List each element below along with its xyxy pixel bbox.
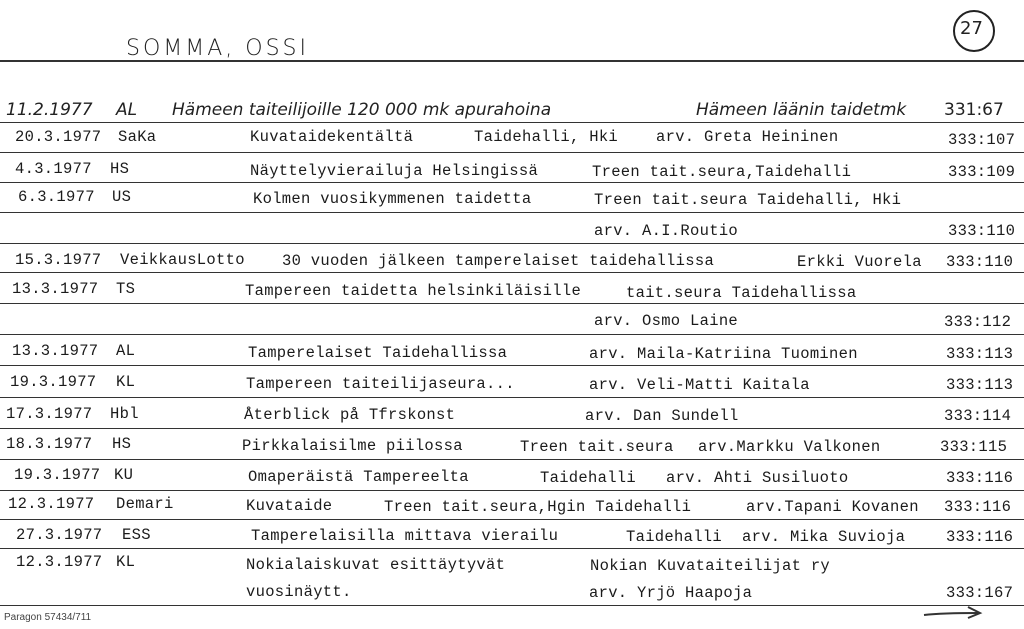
row-title: Kuvataidekentältä: [250, 128, 414, 146]
row-line: [0, 122, 1024, 123]
header-line: [0, 60, 1024, 62]
row-ref: 333:116: [946, 469, 1014, 487]
row-line: [0, 490, 1024, 491]
row-line: [0, 243, 1024, 244]
row-ref: 333:109: [948, 163, 1016, 181]
arrow-right-icon: [922, 603, 986, 623]
row-date: 19.3.1977: [10, 373, 97, 391]
row-ref: 333:116: [944, 498, 1012, 516]
row-title: vuosinäytt.: [246, 583, 352, 601]
row-critic: arv. Dan Sundell: [585, 407, 739, 425]
row-venue: Nokian Kuvataiteilijat ry: [590, 557, 831, 575]
row-critic: arv. Veli-Matti Kaitala: [589, 376, 810, 394]
row-ref: 333:107: [948, 131, 1016, 149]
row-line: [0, 397, 1024, 398]
row-paper: ESS: [122, 526, 151, 544]
card-number: 27: [960, 18, 983, 39]
row-date: 19.3.1977: [14, 466, 101, 484]
row-critic: arv. Yrjö Haapoja: [589, 584, 753, 602]
row-title: Nokialaiskuvat esittäytyvät: [246, 556, 506, 574]
row-date: 27.3.1977: [16, 526, 103, 544]
row-line: [0, 212, 1024, 213]
row-critic: arv. A.I.Routio: [594, 222, 739, 240]
row-title: Tampereen taiteilijaseura...: [246, 375, 515, 393]
row-ref: 333:113: [946, 345, 1014, 363]
row-ref: 333:113: [946, 376, 1014, 394]
row-date: 4.3.1977: [15, 160, 92, 178]
row-title: Kuvataide: [246, 497, 333, 515]
row-line: [0, 605, 1024, 606]
row-venue: tait.seura Taidehallissa: [626, 284, 857, 302]
row-critic: arv. Maila-Katriina Tuominen: [589, 345, 858, 363]
row-date: 20.3.1977: [15, 128, 102, 146]
row-date: 6.3.1977: [18, 188, 95, 206]
row-title: Pirkkalaisilme piilossa: [242, 437, 463, 455]
row-date: 13.3.1977: [12, 280, 99, 298]
row-paper: KU: [114, 466, 134, 484]
row-venue: Treen tait.seura Taidehalli, Hki: [594, 191, 902, 209]
row-line: [0, 459, 1024, 460]
row-paper: AL: [116, 342, 136, 360]
row-line: [0, 519, 1024, 520]
row-critic: arv.Markku Valkonen: [698, 438, 881, 456]
row-venue: Taidehalli: [540, 469, 637, 487]
row-title: Kolmen vuosikymmenen taidetta: [253, 190, 532, 208]
row-line: [0, 334, 1024, 335]
row-critic: arv. Mika Suvioja: [742, 528, 906, 546]
row-critic: arv.Tapani Kovanen: [746, 498, 919, 516]
card-name: SOMMA, OSSI: [126, 36, 310, 61]
row-date: 13.3.1977: [12, 342, 99, 360]
row-title: Omaperäistä Tampereelta: [248, 468, 469, 486]
row-ref: 333:110: [946, 253, 1014, 271]
hw-paper: AL: [116, 100, 138, 120]
row-venue: Treen tait.seura: [520, 438, 674, 456]
row-paper: KL: [116, 553, 136, 571]
row-title: 30 vuoden jälkeen tamperelaiset taidehallissa: [282, 252, 715, 270]
row-line: [0, 272, 1024, 273]
row-venue: Taidehalli: [626, 528, 723, 546]
row-paper: HS: [110, 160, 130, 178]
row-paper: US: [112, 188, 132, 206]
row-critic: arv. Greta Heininen: [656, 128, 839, 146]
row-critic: arv. Ahti Susiluoto: [666, 469, 849, 487]
row-date: 15.3.1977: [15, 251, 102, 269]
row-paper: Demari: [116, 495, 174, 513]
row-critic: arv. Osmo Laine: [594, 312, 739, 330]
row-line: [0, 548, 1024, 549]
row-ref: 333:116: [946, 528, 1014, 546]
hw-title: Hämeen taiteilijoille 120 000 mk apurahoina: [172, 100, 552, 120]
row-paper: KL: [116, 373, 136, 391]
row-title: Tampereen taidetta helsinkiläisille: [245, 282, 582, 300]
row-ref: 333:110: [948, 222, 1016, 240]
row-date: 12.3.1977: [16, 553, 103, 571]
row-date: 12.3.1977: [8, 495, 95, 513]
row-line: [0, 365, 1024, 366]
row-date: 17.3.1977: [6, 405, 93, 423]
row-paper: VeikkausLotto: [120, 251, 245, 269]
row-line: [0, 152, 1024, 153]
row-ref: 333:114: [944, 407, 1012, 425]
row-paper: TS: [116, 280, 136, 298]
hw-ref: 331:67: [944, 100, 1004, 120]
row-ref: 333:112: [944, 313, 1012, 331]
printer-mark: Paragon 57434/711: [4, 612, 92, 623]
row-line: [0, 182, 1024, 183]
row-line: [0, 428, 1024, 429]
row-title: Tamperelaisilla mittava vierailu: [251, 527, 559, 545]
row-ref: 333:167: [946, 584, 1014, 602]
row-paper: Hbl: [110, 405, 139, 423]
row-line: [0, 303, 1024, 304]
row-paper: SaKa: [118, 128, 157, 146]
row-venue: Treen tait.seura,Taidehalli: [592, 163, 852, 181]
row-date: 18.3.1977: [6, 435, 93, 453]
row-ref: 333:115: [940, 438, 1008, 456]
row-venue: Taidehalli, Hki: [474, 128, 619, 146]
row-title: Näyttelyvierailuja Helsingissä: [250, 162, 539, 180]
row-critic: Erkki Vuorela: [797, 253, 922, 271]
row-title: Tamperelaiset Taidehallissa: [248, 344, 508, 362]
hw-date: 11.2.1977: [6, 100, 93, 120]
row-paper: HS: [112, 435, 132, 453]
row-title: Återblick på Tfrskonst: [244, 406, 456, 424]
row-venue: Treen tait.seura,Hgin Taidehalli: [384, 498, 692, 516]
hw-venue: Hämeen läänin taidetmk: [696, 100, 907, 120]
